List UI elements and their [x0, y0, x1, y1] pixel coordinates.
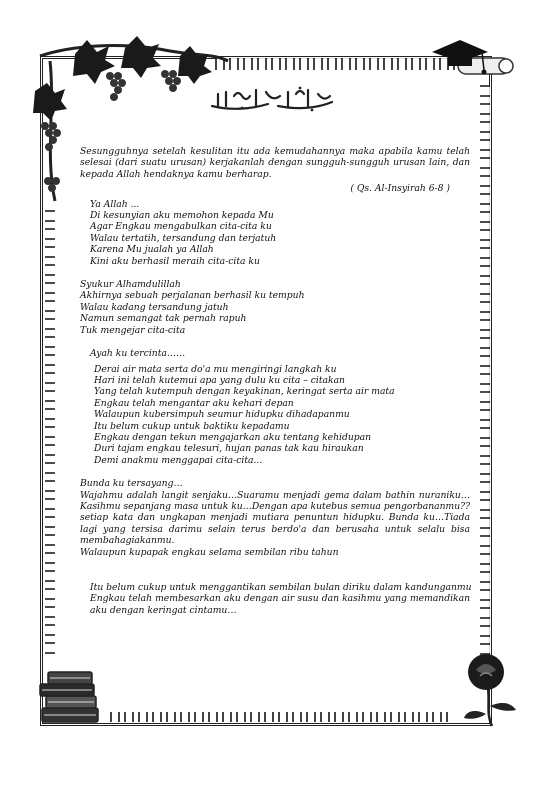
rose-icon — [456, 648, 526, 728]
closing-line: Itu belum cukup untuk menggantikan sembilan bulan diriku dalam kandunganmu — [90, 582, 472, 593]
arabic-calligraphy-icon — [208, 84, 336, 112]
opening-verse: Sesungguhnya setelah kesulitan itu ada kemudahannya maka apabila kamu telah selesai (dari suatu urusan) kerjakanlah dengan sungguh-sungguh urusan lain, dan kepada Allah hendaknya kamu berharap. — [80, 146, 470, 180]
mother-line: Walaupun kupapak engkau selama sembilan ribu tahun — [80, 546, 339, 558]
father-line: Itu belum cukup untuk baktiku kepadamu — [94, 420, 290, 432]
prayer-line: Ya Allah ... — [90, 198, 140, 210]
stack-of-books-icon — [36, 660, 106, 730]
gratitude-line: Walau kadang tersandung jatuh — [80, 301, 229, 313]
graduation-cap-icon — [428, 38, 518, 88]
prayer-line: Walau tertatih, tersandung dan terjatuh — [90, 232, 277, 244]
border-chain-left — [45, 210, 55, 660]
father-line: Engkau dengan tekun mengajarkan aku tentang kehidupan — [94, 431, 372, 443]
father-stanza — [80, 348, 470, 466]
father-line: Walaupun kubersimpuh seumur hidupku dihadapanmu — [94, 409, 350, 421]
prayer-line: Agar Engkau mengabulkan cita-cita ku — [90, 221, 272, 233]
father-line: Derai air mata serta do'a mu mengiringi langkah ku — [94, 363, 337, 375]
prayer-line: Karena Mu jualah ya Allah — [90, 244, 214, 256]
gratitude-line: Tuk mengejar cita-cita — [80, 324, 186, 336]
gratitude-stanza — [80, 279, 470, 336]
gratitude-line: Akhirnya sebuah perjalanan berhasil ku tempuh — [80, 290, 305, 302]
father-line: Engkau telah mengantar aku kehari depan — [94, 397, 294, 409]
father-line: Yang telah kutempuh dengan keyakinan, keringat serta air mata — [94, 386, 395, 398]
prayer-line: Di kesunyian aku memohon kepada Mu — [90, 210, 274, 222]
closing-stanza — [80, 582, 470, 616]
gratitude-line: Syukur Alhamdulillah — [80, 279, 181, 291]
border-chain-right — [480, 85, 490, 665]
document-body — [80, 146, 470, 616]
father-line: Hari ini telah kutemui apa yang dulu ku cita – citakan — [94, 374, 345, 386]
mother-paragraph: Wajahmu adalah langit senjaku…Suaramu menjadi gema dalam bathin nuraniku… Kasihmu sepanjang masa untuk ku…Dengan apa kutebus semua pengorbananmu??setiap kata dan ungkapan menjadi mutiara penuntun hidupku. Bunda ku…Tiada lagi yang tersisa darimu selain terus berdo'a dan berusaha untuk selalu bisa membahagiakanmu. — [80, 489, 470, 547]
father-line: Demi anakmu menggapai cita-cita... — [94, 454, 263, 466]
prayer-stanza — [80, 199, 470, 267]
border-chain-bottom — [110, 712, 450, 722]
prayer-line: Kini aku berhasil meraih cita-cita ku — [90, 255, 260, 267]
father-line: Duri tajam engkau telesuri, hujan panas tak kau hiraukan — [94, 443, 364, 455]
father-heading: Ayah ku tercinta…… — [90, 348, 186, 360]
mother-stanza — [80, 478, 470, 558]
mother-heading: Bunda ku tersayang… — [80, 478, 183, 490]
closing-paragraph: Engkau telah membesarkan aku dengan air susu dan kasihmu yang memandikan aku dengan keringat cintamu… — [90, 593, 470, 616]
verse-citation: ( Qs. Al-Insyirah 6-8 ) — [350, 183, 450, 195]
gratitude-line: Namun semangat tak pernah rapuh — [80, 313, 247, 325]
